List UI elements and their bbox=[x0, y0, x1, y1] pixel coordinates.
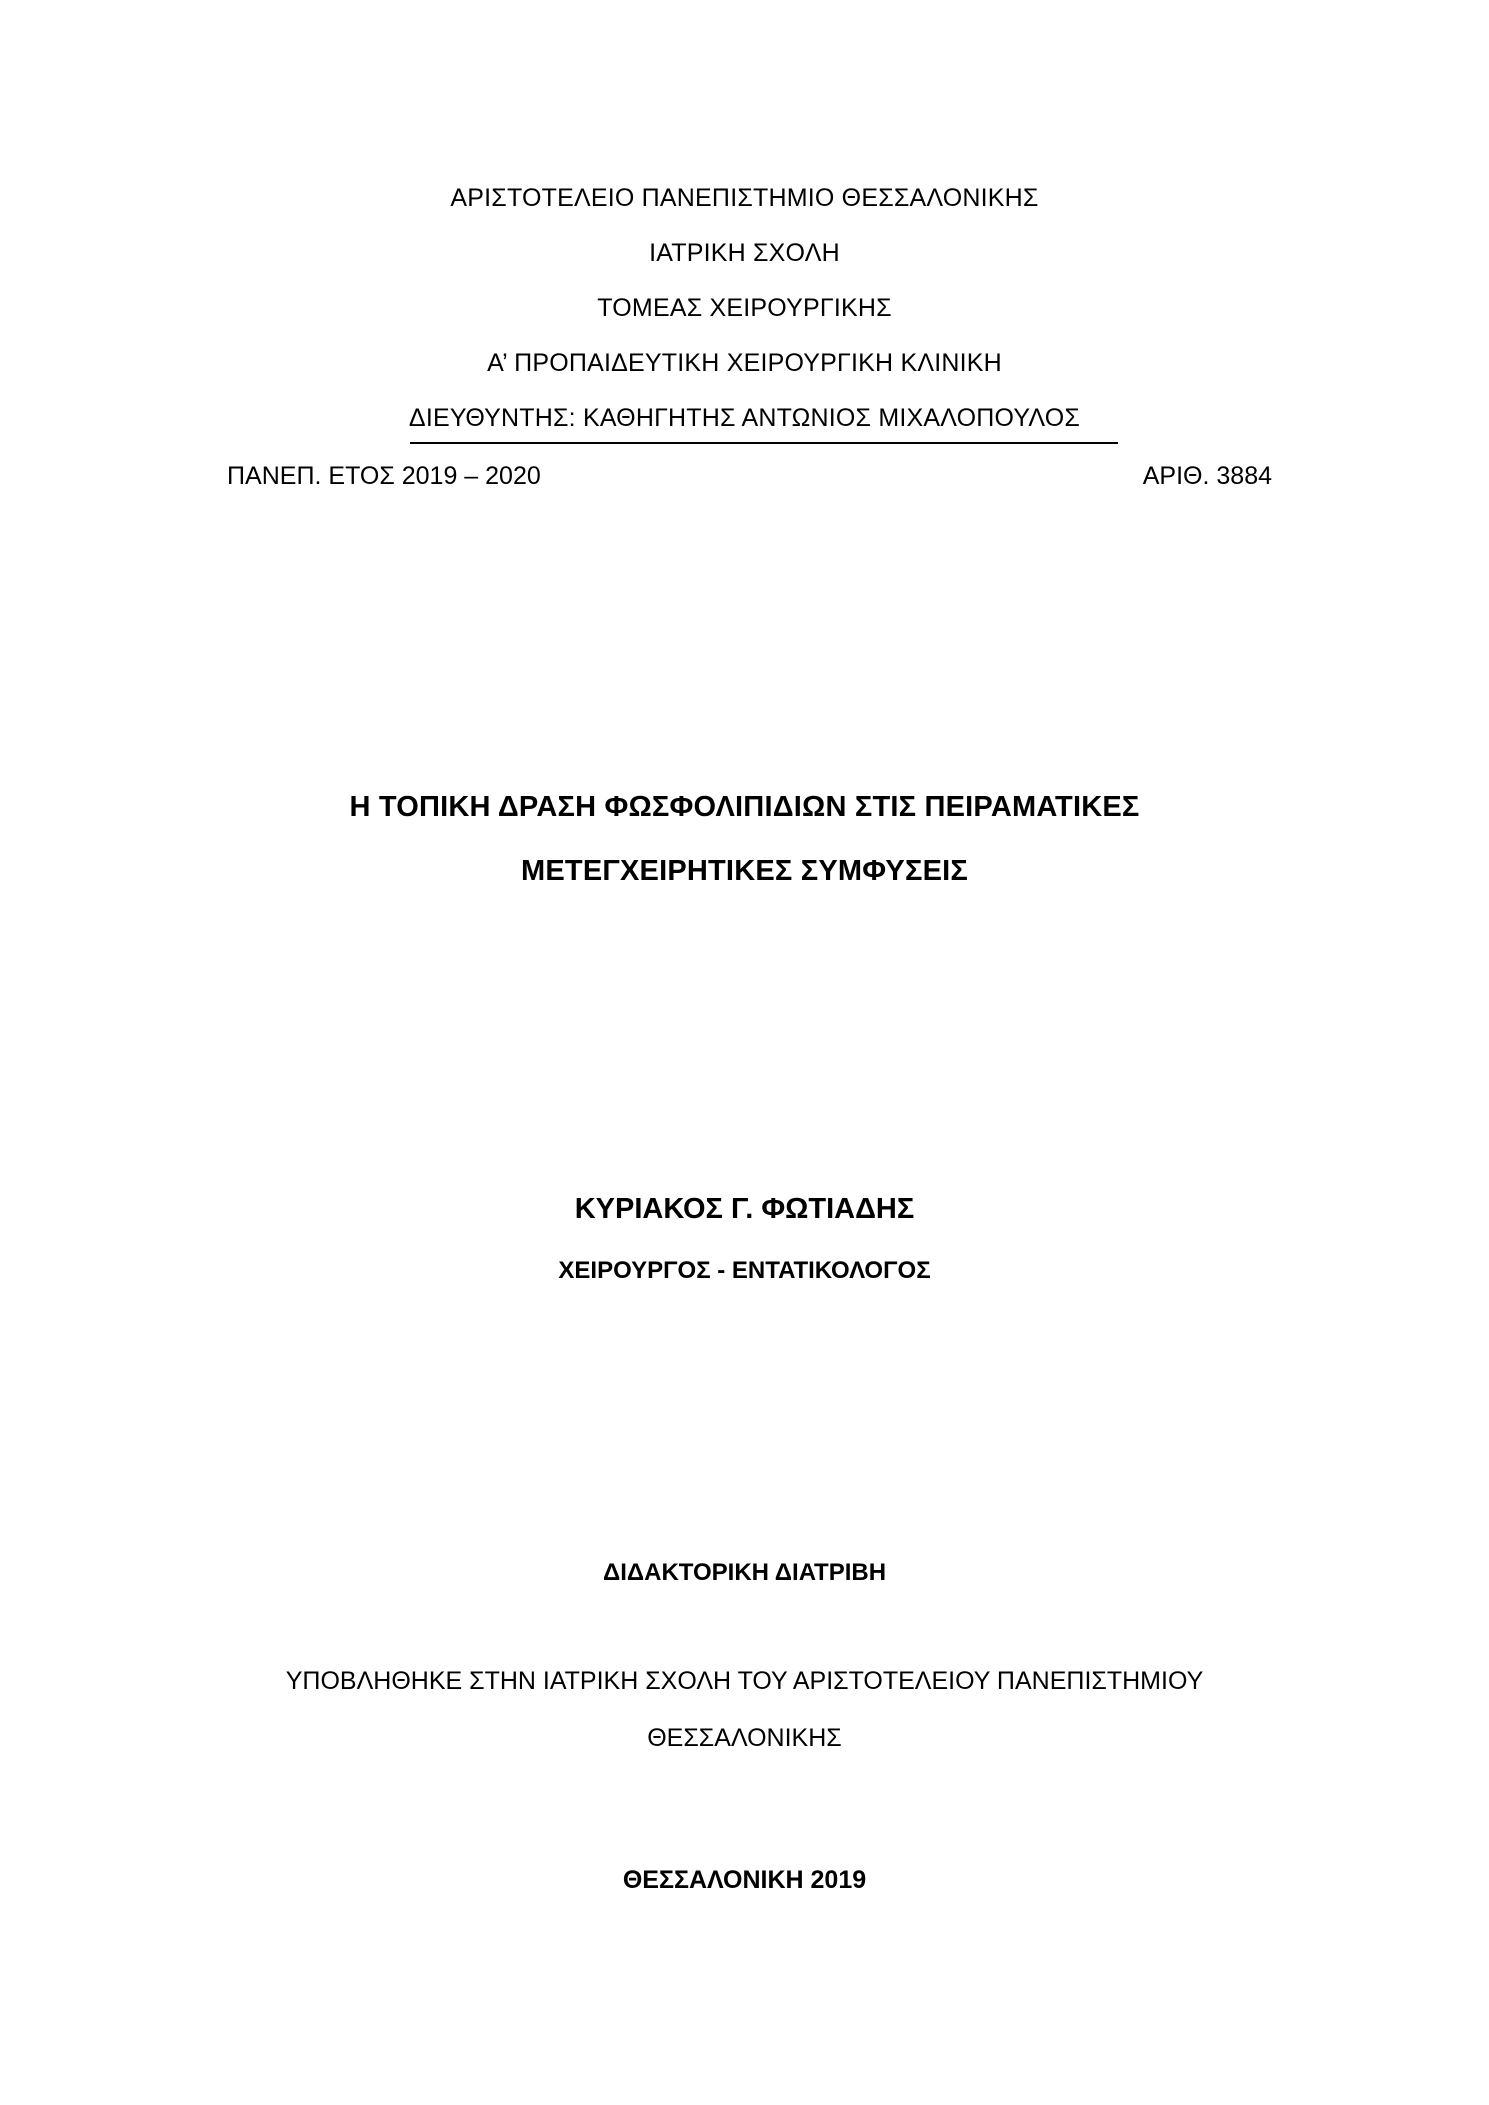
place-and-year: ΘΕΣΣΑΛΟΝΙΚΗ 2019 bbox=[622, 1866, 867, 1894]
submission-line-2: ΘΕΣΣΑΛΟΝΙΚΗΣ bbox=[647, 1724, 842, 1752]
university-name: ΑΡΙΣΤΟΤΕΛΕΙΟ ΠΑΝΕΠΙΣΤΗΜΙΟ ΘΕΣΣΑΛΟΝΙΚΗΣ bbox=[450, 184, 1039, 212]
author-name: ΚΥΡΙΑΚΟΣ Γ. ΦΩΤΙΑΔΗΣ bbox=[574, 1193, 915, 1225]
school-name: ΙΑΤΡΙΚΗ ΣΧΟΛΗ bbox=[649, 239, 840, 267]
header-divider bbox=[410, 442, 1118, 444]
submission-line-1: ΥΠΟΒΛΗΘΗΚΕ ΣΤΗΝ ΙΑΤΡΙΚΗ ΣΧΟΛΗ ΤΟΥ ΑΡΙΣΤΟΤΕΛΕΙΟΥ ΠΑΝΕΠΙΣΤΗΜΙΟΥ bbox=[285, 1667, 1204, 1695]
clinic-name: Α’ ΠΡΟΠΑΙΔΕΥΤΙΚΗ ΧΕΙΡΟΥΡΓΙΚΗ ΚΛΙΝΙΚΗ bbox=[487, 349, 1002, 377]
document-type: ΔΙΔΑΚΤΟΡΙΚΗ ΔΙΑΤΡΙΒΗ bbox=[602, 1559, 887, 1586]
thesis-title-line-1: Η ΤΟΠΙΚΗ ΔΡΑΣΗ ΦΩΣΦΟΛΙΠΙΔΙΩΝ ΣΤΙΣ ΠΕΙΡΑΜΑΤΙΚΕΣ bbox=[349, 791, 1140, 823]
department-name: ΤΟΜΕΑΣ ΧΕΙΡΟΥΡΓΙΚΗΣ bbox=[597, 294, 892, 322]
academic-year: ΠΑΝΕΠ. ΕΤΟΣ 2019 – 2020 bbox=[227, 462, 541, 490]
author-role: ΧΕΙΡΟΥΡΓΟΣ - ΕΝΤΑΤΙΚΟΛΟΓΟΣ bbox=[558, 1257, 931, 1284]
thesis-number: ΑΡΙΘ. 3884 bbox=[1142, 462, 1272, 490]
director-line: ΔΙΕΥΘΥΝΤΗΣ: ΚΑΘΗΓΗΤΗΣ ΑΝΤΩΝΙΟΣ ΜΙΧΑΛΟΠΟΥΛΟΣ bbox=[408, 404, 1081, 432]
thesis-title-line-2: ΜΕΤΕΓΧΕΙΡΗΤΙΚΕΣ ΣΥΜΦΥΣΕΙΣ bbox=[521, 855, 968, 887]
